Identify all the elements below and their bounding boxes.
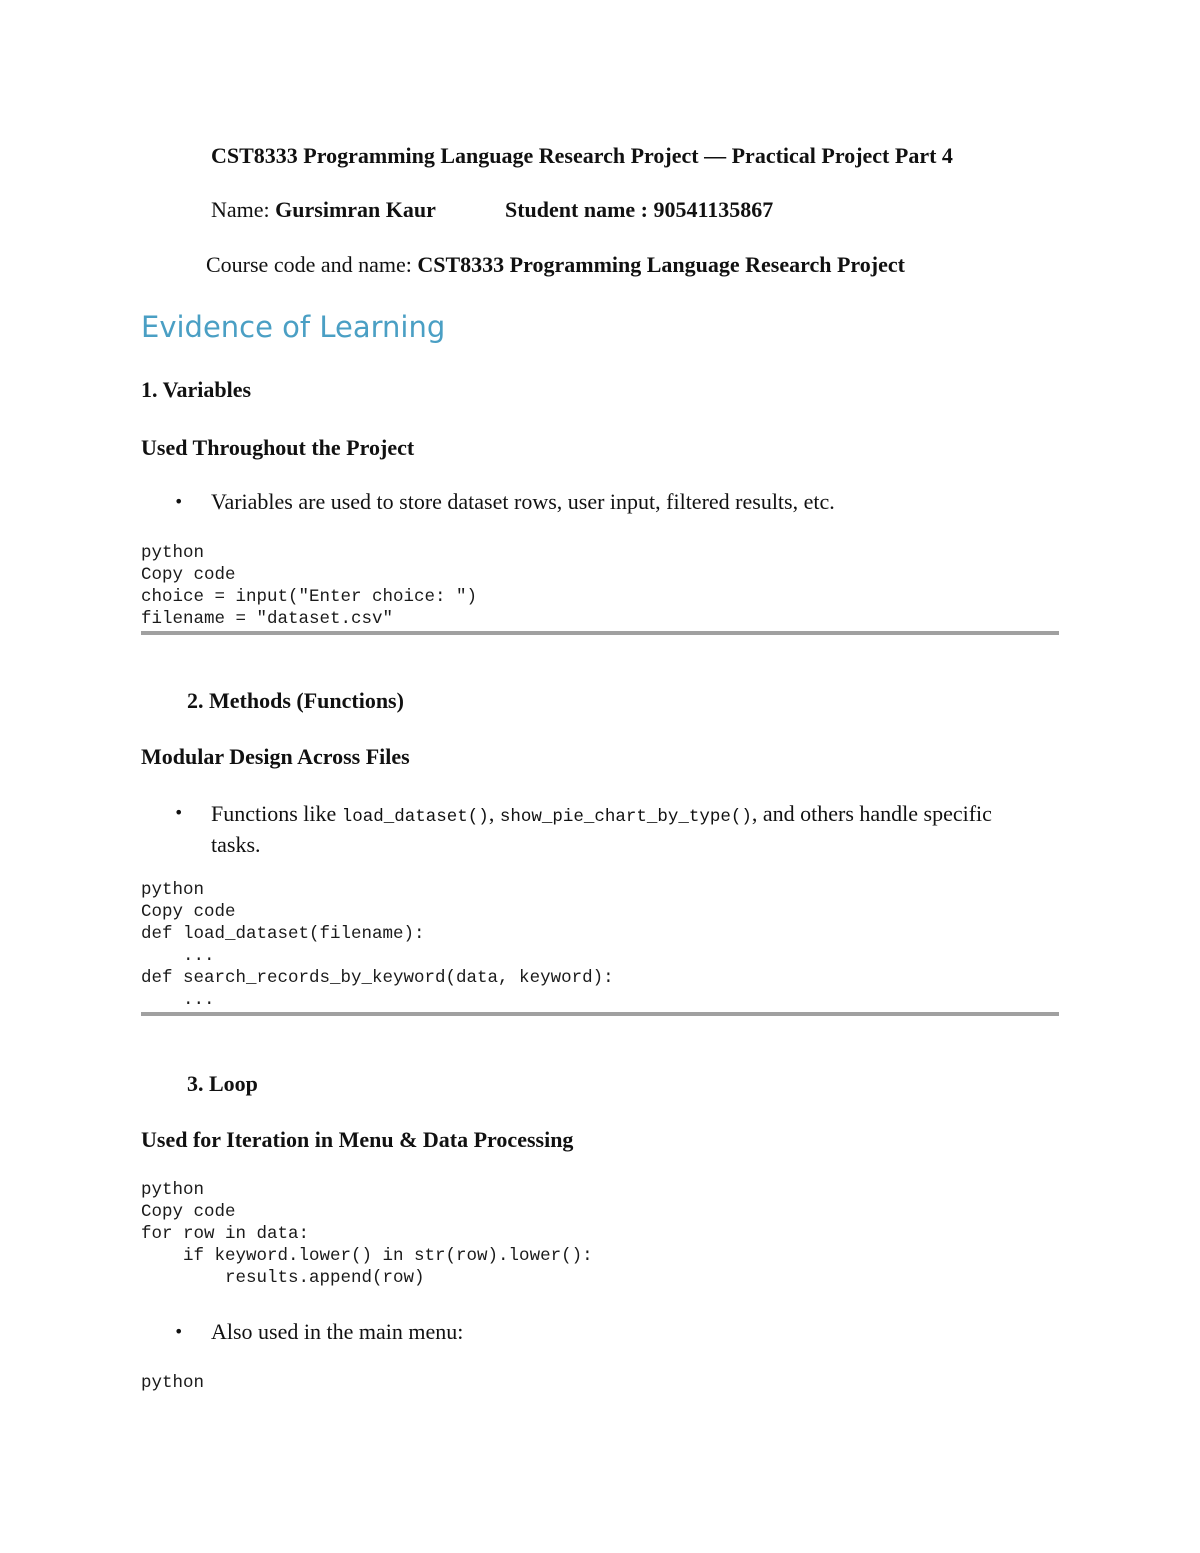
code-line: python (141, 1373, 205, 1393)
section-subheading: Used for Iteration in Menu & Data Processing (141, 1127, 574, 1152)
section-heading: 3. Loop (187, 1071, 258, 1096)
code-line: choice = input("Enter choice: ") (141, 587, 478, 607)
document-title: CST8333 Programming Language Research Project — Practical Project Part 4 (211, 143, 953, 168)
bullet-icon: • (174, 1322, 184, 1341)
student-number: Student name : 90541135867 (505, 197, 774, 222)
code-line: python (141, 1180, 205, 1200)
code-line: if keyword.lower() in str(row).lower(): (141, 1246, 593, 1266)
code-line: for row in data: (141, 1224, 310, 1244)
section-subheading: Used Throughout the Project (141, 435, 415, 460)
name-value: Gursimran Kaur (275, 197, 436, 222)
horizontal-rule (141, 631, 1059, 635)
section-subheading: Modular Design Across Files (141, 744, 410, 769)
code-line: def load_dataset(filename): (141, 924, 425, 944)
name-line (211, 197, 436, 223)
code-line: def search_records_by_keyword(data, keyword): (141, 968, 614, 988)
inline-code: load_dataset() (341, 807, 489, 827)
code-line: Copy code (141, 902, 236, 922)
code-line: ... (141, 990, 215, 1010)
inline-code: show_pie_chart_by_type() (499, 807, 752, 827)
section-heading: 1. Variables (141, 377, 252, 402)
name-label: Name: (211, 197, 276, 222)
bullet-text: Functions like load_dataset(), show_pie_chart_by_type(), and others handle specific tasks. (211, 801, 992, 857)
code-line: Copy code (141, 1202, 236, 1222)
code-line: filename = "dataset.csv" (141, 609, 394, 629)
bullet-text: Also used in the main menu: (211, 1319, 464, 1344)
main-heading: Evidence of Learning (141, 310, 446, 344)
horizontal-rule (141, 1012, 1059, 1016)
course-line (206, 252, 905, 278)
bullet-text: Variables are used to store dataset rows, user input, filtered results, etc. (211, 489, 835, 514)
course-value: CST8333 Programming Language Research Project (417, 252, 905, 277)
code-line: Copy code (141, 565, 236, 585)
code-line: python (141, 880, 205, 900)
bullet-icon: • (174, 492, 184, 511)
code-line: results.append(row) (141, 1268, 425, 1288)
section-heading: 2. Methods (Functions) (187, 688, 404, 713)
course-label: Course code and name: (206, 252, 418, 277)
bullet-icon: • (174, 803, 184, 822)
code-line: ... (141, 946, 215, 966)
code-line: python (141, 543, 205, 563)
